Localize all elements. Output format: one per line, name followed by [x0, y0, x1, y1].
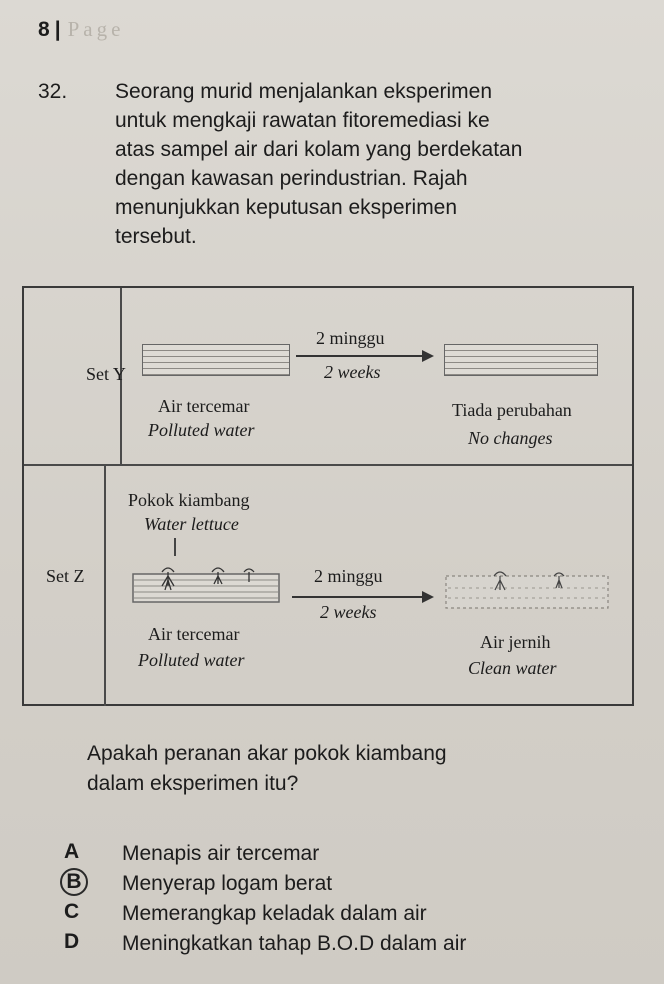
page-header	[38, 17, 124, 42]
header-separator: |	[54, 18, 62, 41]
set-y-polluted-tank	[142, 344, 290, 376]
set-y-arrow-top-label: 2 minggu	[316, 328, 385, 348]
set-z-left-label-en: Polluted water	[138, 650, 245, 670]
question-line-6: tersebut.	[115, 225, 197, 248]
question-number: 32.	[38, 80, 68, 103]
set-y-arrow	[296, 355, 432, 357]
option-a-text[interactable]: Menapis air tercemar	[122, 842, 320, 865]
set-z-label: Set Z	[46, 566, 85, 586]
set-y-right-label-ms: Tiada perubahan	[452, 400, 572, 420]
set-z-polluted-tank-with-plants	[132, 560, 282, 610]
question-line-3: atas sampel air dari kolam yang berdekatan	[115, 138, 523, 161]
set-z-arrow	[292, 596, 432, 598]
set-z-plant-label-en	[144, 514, 239, 535]
question-line-2: untuk mengkaji rawatan fitoremediasi ke	[115, 109, 490, 132]
plant-pointer-line	[174, 538, 176, 556]
set-z-left-label-ms: Air tercemar	[148, 624, 240, 644]
experiment-table	[22, 286, 634, 706]
table-divider-horizontal	[24, 464, 632, 466]
table-divider-vertical-z	[104, 466, 106, 706]
option-c-letter[interactable]: C	[64, 900, 80, 923]
set-y-left-label-ms: Air tercemar	[158, 396, 250, 416]
set-z-right-label-ms: Air jernih	[480, 632, 551, 652]
page-word: Page	[67, 17, 125, 41]
question-line-5: menunjukkan keputusan eksperimen	[115, 196, 458, 219]
set-y-result-tank	[444, 344, 598, 376]
set-z-arrow-bottom-label: 2 weeks	[320, 602, 377, 622]
sub-question-line-1: Apakah peranan akar pokok kiambang	[87, 742, 447, 765]
set-y-right-label-en: No changes	[468, 428, 553, 448]
set-y-label: Set Y	[86, 364, 126, 384]
option-a-letter[interactable]: A	[64, 840, 80, 863]
set-z-arrow-top-label: 2 minggu	[314, 566, 383, 586]
page-number: 8	[38, 18, 51, 41]
option-b-letter-circled[interactable]: B	[60, 868, 88, 896]
option-b-text[interactable]: Menyerap logam berat	[122, 872, 333, 895]
set-z-right-label-en: Clean water	[468, 658, 557, 678]
set-z-plant-label-ms: Pokok kiambang	[128, 490, 250, 510]
question-line-1: Seorang murid menjalankan eksperimen	[115, 80, 493, 103]
set-z-clean-tank-with-plants	[444, 566, 612, 616]
option-d-letter[interactable]: D	[64, 930, 80, 953]
option-c-text[interactable]: Memerangkap keladak dalam air	[122, 902, 427, 925]
set-y-arrow-bottom-label: 2 weeks	[324, 362, 381, 382]
option-d-text[interactable]: Meningkatkan tahap B.O.D dalam air	[122, 932, 467, 955]
question-line-4: dengan kawasan perindustrian. Rajah	[115, 167, 468, 190]
sub-question-line-2: dalam eksperimen itu?	[87, 772, 299, 795]
set-y-left-label-en: Polluted water	[148, 420, 255, 440]
set-z-plant-label-en-text: Water lettuce	[144, 514, 239, 534]
